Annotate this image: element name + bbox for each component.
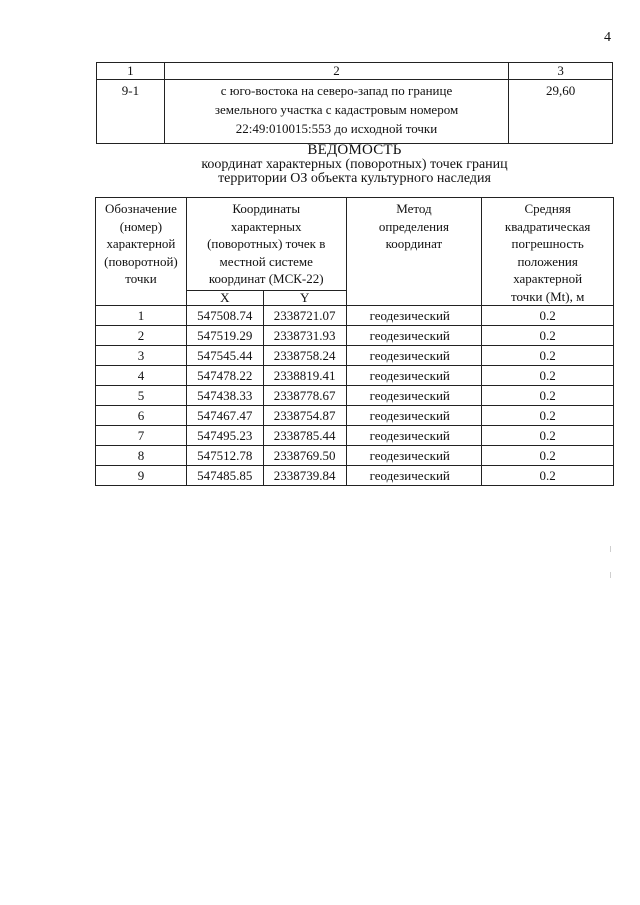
- point-number: 5: [96, 386, 187, 406]
- document-subtitle-line: координат характерных (поворотных) точек границ: [201, 157, 508, 172]
- point-number: 8: [96, 446, 187, 466]
- y-coordinate: 2338778.67: [263, 386, 346, 406]
- distance-value: 29,60: [509, 80, 613, 144]
- table-row: [96, 346, 614, 366]
- column-number-header: 1: [97, 63, 165, 80]
- x-coordinate: 547545.44: [186, 346, 263, 366]
- boundary-description-table: [96, 62, 613, 144]
- header-line: местной системе: [219, 253, 313, 269]
- y-coordinate: 2338769.50: [263, 446, 346, 466]
- method-header: [346, 198, 482, 306]
- point-number: 7: [96, 426, 187, 446]
- header-line: Средняя: [524, 201, 571, 216]
- coordinates-table: [95, 197, 614, 486]
- column-number-header: 2: [164, 63, 508, 80]
- error-value: 0.2: [482, 426, 614, 446]
- y-coordinate: 2338754.87: [263, 406, 346, 426]
- method-value: геодезический: [346, 466, 482, 486]
- point-label: 9-1: [97, 80, 165, 144]
- table-row: [96, 446, 614, 466]
- header-line: точки: [125, 271, 157, 286]
- point-number: 1: [96, 306, 187, 326]
- table-row: [96, 406, 614, 426]
- table-row: [96, 426, 614, 446]
- header-line: характерной: [106, 236, 176, 251]
- scan-mark: [610, 546, 611, 552]
- point-number: 9: [96, 466, 187, 486]
- point-number: 4: [96, 366, 187, 386]
- table-row: [96, 466, 614, 486]
- error-value: 0.2: [482, 386, 614, 406]
- x-coordinate: 547495.23: [186, 426, 263, 446]
- method-value: геодезический: [346, 426, 482, 446]
- page-number: 4: [604, 30, 611, 45]
- header-line: погрешность: [511, 236, 584, 251]
- table-row: [96, 366, 614, 386]
- error-value: 0.2: [482, 346, 614, 366]
- table-header-row: [96, 198, 614, 291]
- header-line: квадратическая: [504, 218, 591, 234]
- header-line: Обозначение: [105, 201, 177, 216]
- y-header: Y: [263, 291, 346, 306]
- x-coordinate: 547467.47: [186, 406, 263, 426]
- document-title: ВЕДОМОСТЬ: [307, 142, 402, 158]
- header-line: (поворотных) точек в: [207, 236, 326, 251]
- x-coordinate: 547485.85: [186, 466, 263, 486]
- point-designation-header: [96, 198, 187, 306]
- document-subtitle-line: территории ОЗ объекта культурного наследия: [218, 171, 491, 186]
- method-value: геодезический: [346, 366, 482, 386]
- method-value: геодезический: [346, 346, 482, 366]
- header-line: положения: [517, 253, 578, 269]
- description-line: 22:49:010015:553 до исходной точки: [235, 121, 438, 136]
- scan-mark: [610, 572, 611, 578]
- y-coordinate: 2338739.84: [263, 466, 346, 486]
- error-value: 0.2: [482, 306, 614, 326]
- y-coordinate: 2338785.44: [263, 426, 346, 446]
- column-number-header: 3: [509, 63, 613, 80]
- y-coordinate: 2338721.07: [263, 306, 346, 326]
- description-line: с юго-востока на северо-запад по границе: [220, 83, 453, 98]
- x-coordinate: 547508.74: [186, 306, 263, 326]
- error-header: [482, 198, 614, 306]
- method-value: геодезический: [346, 386, 482, 406]
- header-line: характерной: [513, 271, 583, 286]
- description-line: земельного участка с кадастровым номером: [214, 102, 459, 117]
- header-line: (номер): [119, 218, 163, 234]
- table-row: [96, 306, 614, 326]
- method-value: геодезический: [346, 406, 482, 426]
- y-coordinate: 2338819.41: [263, 366, 346, 386]
- y-coordinate: 2338731.93: [263, 326, 346, 346]
- point-number: 3: [96, 346, 187, 366]
- error-value: 0.2: [482, 366, 614, 386]
- x-coordinate: 547512.78: [186, 446, 263, 466]
- table-row: [97, 80, 613, 144]
- x-coordinate: 547438.33: [186, 386, 263, 406]
- boundary-description: [164, 80, 508, 144]
- header-line: точки (Mt), м: [511, 288, 585, 304]
- error-value: 0.2: [482, 326, 614, 346]
- point-number: 2: [96, 326, 187, 346]
- method-value: геодезический: [346, 326, 482, 346]
- coordinates-header: [186, 198, 346, 291]
- table-row: [96, 386, 614, 406]
- point-number: 6: [96, 406, 187, 426]
- header-line: характерных: [230, 218, 302, 234]
- table-row: [96, 326, 614, 346]
- method-value: геодезический: [346, 306, 482, 326]
- header-line: (поворотной): [104, 253, 178, 269]
- header-line: координат (МСК-22): [208, 271, 324, 286]
- method-value: геодезический: [346, 446, 482, 466]
- table-header-row: [97, 63, 613, 80]
- y-coordinate: 2338758.24: [263, 346, 346, 366]
- header-line: координат: [385, 236, 443, 251]
- error-value: 0.2: [482, 406, 614, 426]
- x-coordinate: 547519.29: [186, 326, 263, 346]
- header-line: Координаты: [232, 201, 301, 216]
- header-line: Метод: [396, 201, 432, 216]
- error-value: 0.2: [482, 446, 614, 466]
- header-line: определения: [378, 218, 449, 234]
- x-header: X: [186, 291, 263, 306]
- x-coordinate: 547478.22: [186, 366, 263, 386]
- error-value: 0.2: [482, 466, 614, 486]
